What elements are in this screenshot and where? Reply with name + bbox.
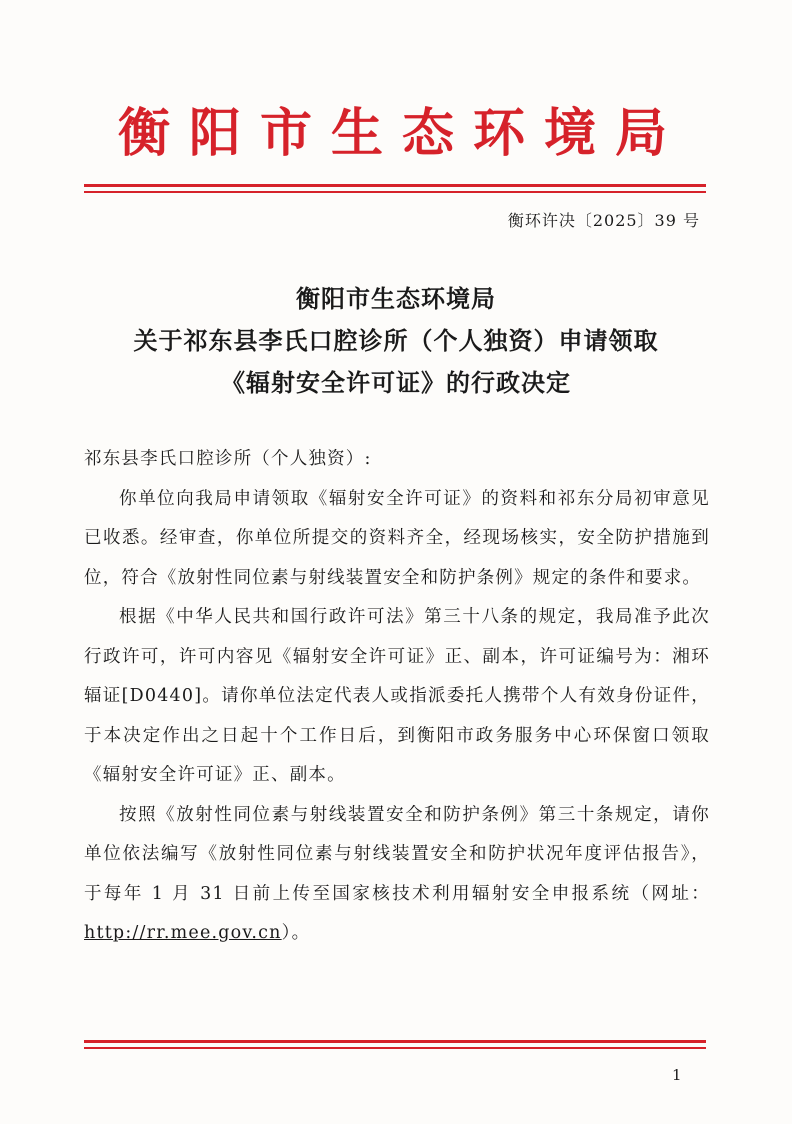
paragraph-3	[84, 796, 710, 954]
footer-red-rule-thin	[84, 1047, 706, 1049]
header-red-rule-thin	[84, 191, 706, 193]
page-number: 1	[672, 1066, 682, 1084]
paragraph-3-closing: ）。	[281, 923, 311, 943]
salutation: 祁东县李氏口腔诊所（个人独资）:	[84, 449, 372, 469]
title-line-2: 关于祁东县李氏口腔诊所（个人独资）申请领取	[133, 327, 659, 355]
footer-red-rule-thick	[84, 1040, 706, 1043]
header-red-rule-thick	[84, 184, 706, 187]
issuing-organization-header: 衡阳市生态环境局	[117, 104, 686, 164]
title-line-3: 《辐射安全许可证》的行政决定	[221, 369, 571, 397]
reporting-system-url-link[interactable]: http://rr.mee.gov.cn	[84, 923, 282, 943]
document-number: 衡环许决〔2025〕39 号	[507, 211, 700, 230]
paragraph-2: 根据《中华人民共和国行政许可法》第三十八条的规定，我局准予此次行政许可，许可内容见《辐射安全许可证》正、副本，许可证编号为：湘环辐证[D0440]。请你单位法定代表人或指派委托人携带个人有效身份证件，于本决定作出之日起十个工作日后，到衡阳市政务服务中心环保窗口领取《辐射安全许可证》正、副本。	[84, 607, 710, 785]
paragraph-1: 你单位向我局申请领取《辐射安全许可证》的资料和祁东分局初审意见已收悉。经审查，你单位所提交的资料齐全，经现场核实，安全防护措施到位，符合《放射性同位素与射线装置安全和防护条例》规定的条件和要求。	[84, 488, 710, 588]
paragraph-3-text: 按照《放射性同位素与射线装置安全和防护条例》第三十条规定，请你单位依法编写《放射性同位素与射线装置安全和防护状况年度评估报告》，于每年 1 月 31 日前上传至国家核技术利用辐射安全申报系统（网址：	[84, 804, 710, 904]
document-body	[84, 440, 710, 954]
document-title	[0, 278, 792, 404]
title-line-1: 衡阳市生态环境局	[296, 285, 496, 313]
